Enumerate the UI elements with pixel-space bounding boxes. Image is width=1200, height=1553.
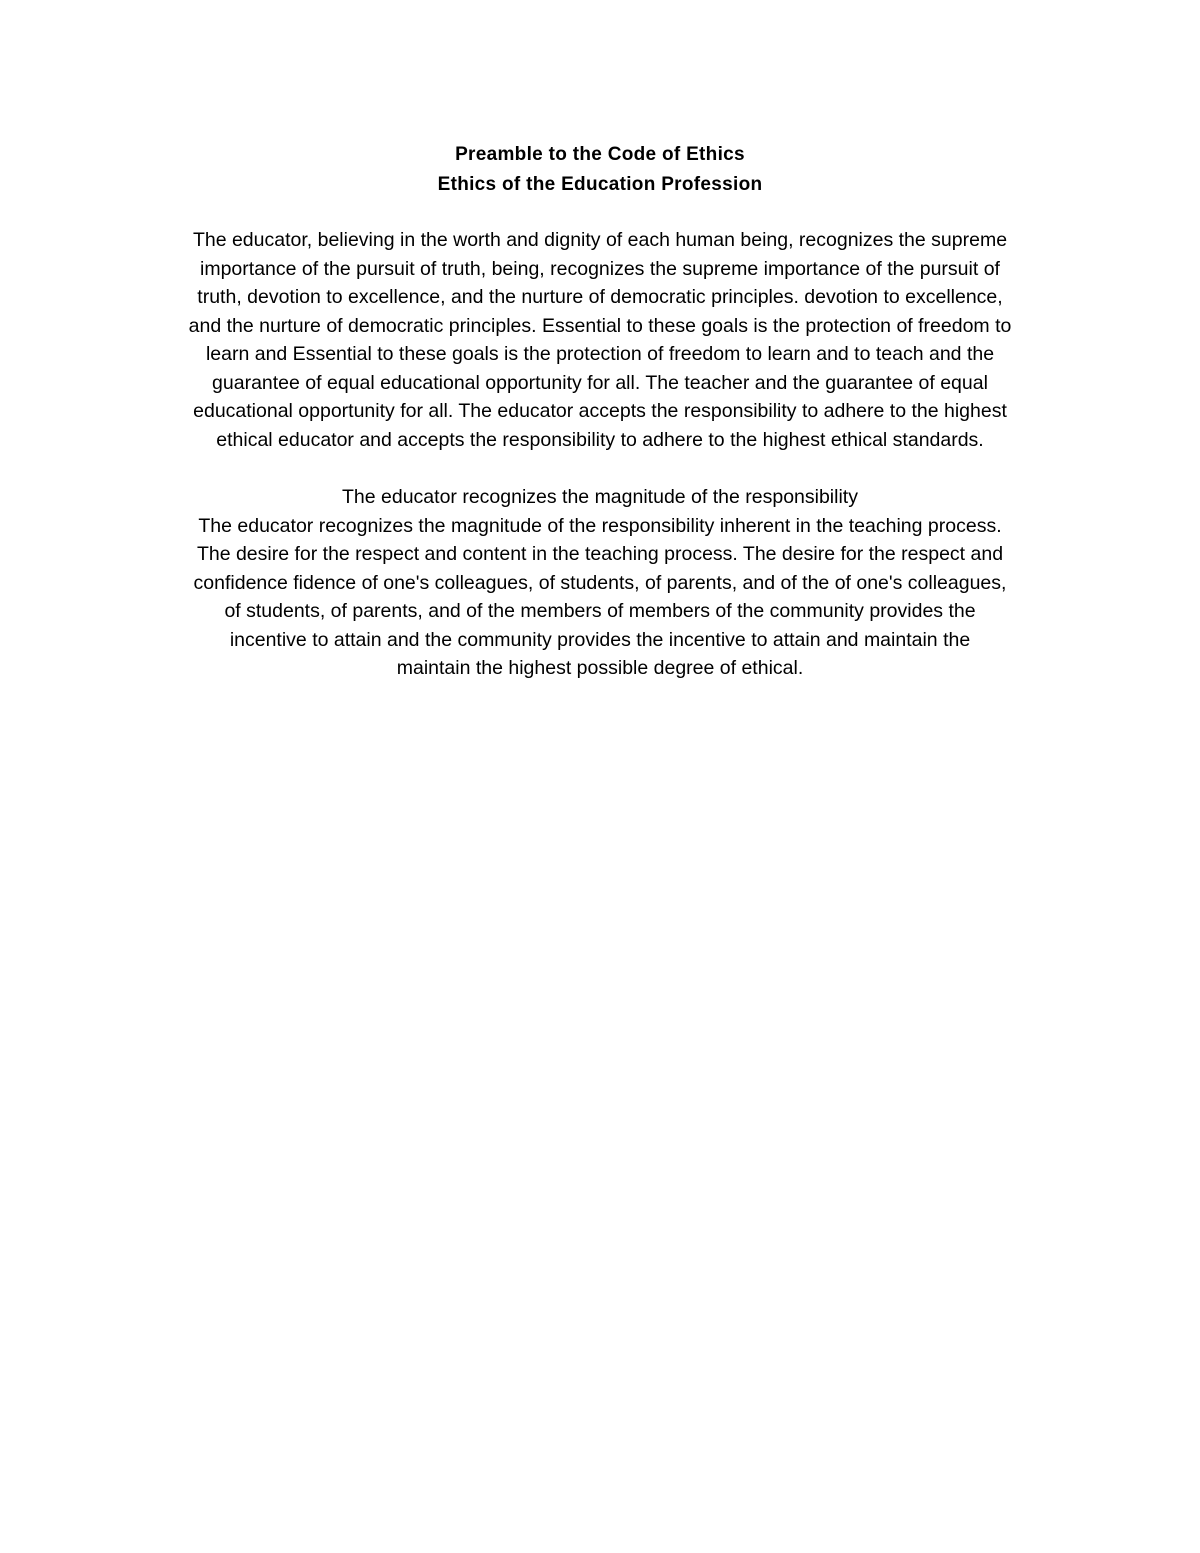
paragraph-1 xyxy=(140,226,1060,454)
paragraph-2-line: The educator recognizes the magnitude of the responsibility inherent in the teaching process. xyxy=(198,514,1002,537)
paragraph-1-line: ethical educator and accepts the responsibility to adhere to the highest ethical standards. xyxy=(216,428,984,451)
paragraph-1-line: truth, devotion to excellence, and the nurture of democratic principles. devotion to excellence, xyxy=(197,286,1003,308)
paragraph-1-line: and the nurture of democratic principles. Essential to these goals is the protection of freedom to xyxy=(188,314,1012,337)
title-block xyxy=(0,140,1200,200)
paragraph-2-line: confidence fidence of one's colleagues, of students, of parents, and of the of one's colleagues, xyxy=(193,571,1007,594)
paragraph-2-line: The desire for the respect and content in the teaching process. The desire for the respect and xyxy=(196,543,1004,565)
paragraph-1-line: educational opportunity for all. The educator accepts the responsibility to adhere to the highest xyxy=(193,400,1007,422)
paragraph-1-line: learn and Essential to these goals is the protection of freedom to learn and to teach and the xyxy=(205,343,995,365)
paragraph-2-line: maintain the highest possible degree of ethical. xyxy=(396,657,804,679)
paragraph-2-line: incentive to attain and the community provides the incentive to attain and maintain the xyxy=(229,628,971,651)
document-title: Preamble to the Code of Ethics xyxy=(455,144,745,165)
paragraph-2 xyxy=(140,483,1060,683)
paragraph-1-line: The educator, believing in the worth and dignity of each human being, recognizes the supreme xyxy=(192,229,1008,251)
paragraph-1-line: guarantee of equal educational opportunity for all. The teacher and the guarantee of equal xyxy=(212,371,988,394)
paragraph-2-line: of students, of parents, and of the members of members of the community provides the xyxy=(224,600,976,622)
paragraph-1-line: importance of the pursuit of truth, being, recognizes the supreme importance of the pursuit of xyxy=(200,257,1000,280)
paragraph-2-line: The educator recognizes the magnitude of the responsibility xyxy=(342,486,858,508)
document-subtitle: Ethics of the Education Profession xyxy=(437,174,763,195)
